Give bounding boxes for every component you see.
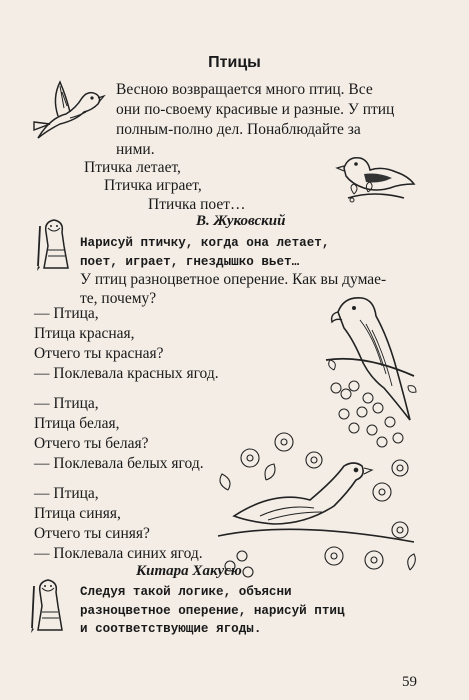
question-line-1: У птиц разноцветное оперение. Как вы думае- [80,271,387,288]
page-title: Птицы [208,54,261,71]
poem2-s3-line-1: — Птица, [34,485,99,502]
poem1-line-2: Птичка играет, [104,177,202,194]
poem2-s2-line-4: — Поклевала белых ягод. [34,455,204,472]
poem2-s3-line-2: Птица синяя, [34,505,121,522]
task2-line-1: Следуя такой логике, объясни [80,585,292,599]
intro-line-1: Весною возвращается много птиц. Все [116,81,373,98]
intro-line-4: ними. [116,141,155,158]
poem2-s1-line-2: Птица красная, [34,325,135,342]
poem2-s3-line-4: — Поклевала синих ягод. [34,545,203,562]
poem2-s2-line-1: — Птица, [34,395,99,412]
poem2-s2-line-2: Птица белая, [34,415,120,432]
poem2-s1-line-1: — Птица, [34,305,99,322]
task1-line-1: Нарисуй птичку, когда она летает, [80,236,330,250]
poem2-s2-line-3: Отчего ты белая? [34,435,149,452]
flying-bird-icon [30,78,106,146]
bird-among-flowers-icon [214,420,420,586]
poem2-s1-line-4: — Поклевала красных ягод. [34,365,219,382]
intro-line-2: они по-своему красивые и разные. У птиц [116,101,395,118]
perched-bird-icon [334,148,418,204]
page-number: 59 [402,674,417,690]
pencil-figure-2-icon [28,576,68,634]
author-kitara-hakusyu: Китара Хакусю [136,563,242,579]
author-zhukovsky: В. Жуковский [196,213,286,229]
poem1-line-3: Птичка поет… [148,196,246,213]
poem2-s1-line-3: Отчего ты красная? [34,345,164,362]
question-line-2: те, почему? [80,290,157,307]
intro-line-3: полным-полно дел. Понаблюдайте за [116,121,361,138]
poem1-line-1: Птичка летает, [84,159,181,176]
task1-line-2: поет, играет, гнездышко вьет… [80,255,300,269]
pencil-figure-icon [34,216,74,272]
poem2-s3-line-3: Отчего ты синяя? [34,525,150,542]
task2-line-3: и соответствующие ягоды. [80,622,262,636]
task2-line-2: разноцветное оперение, нарисуй птиц [80,604,345,618]
